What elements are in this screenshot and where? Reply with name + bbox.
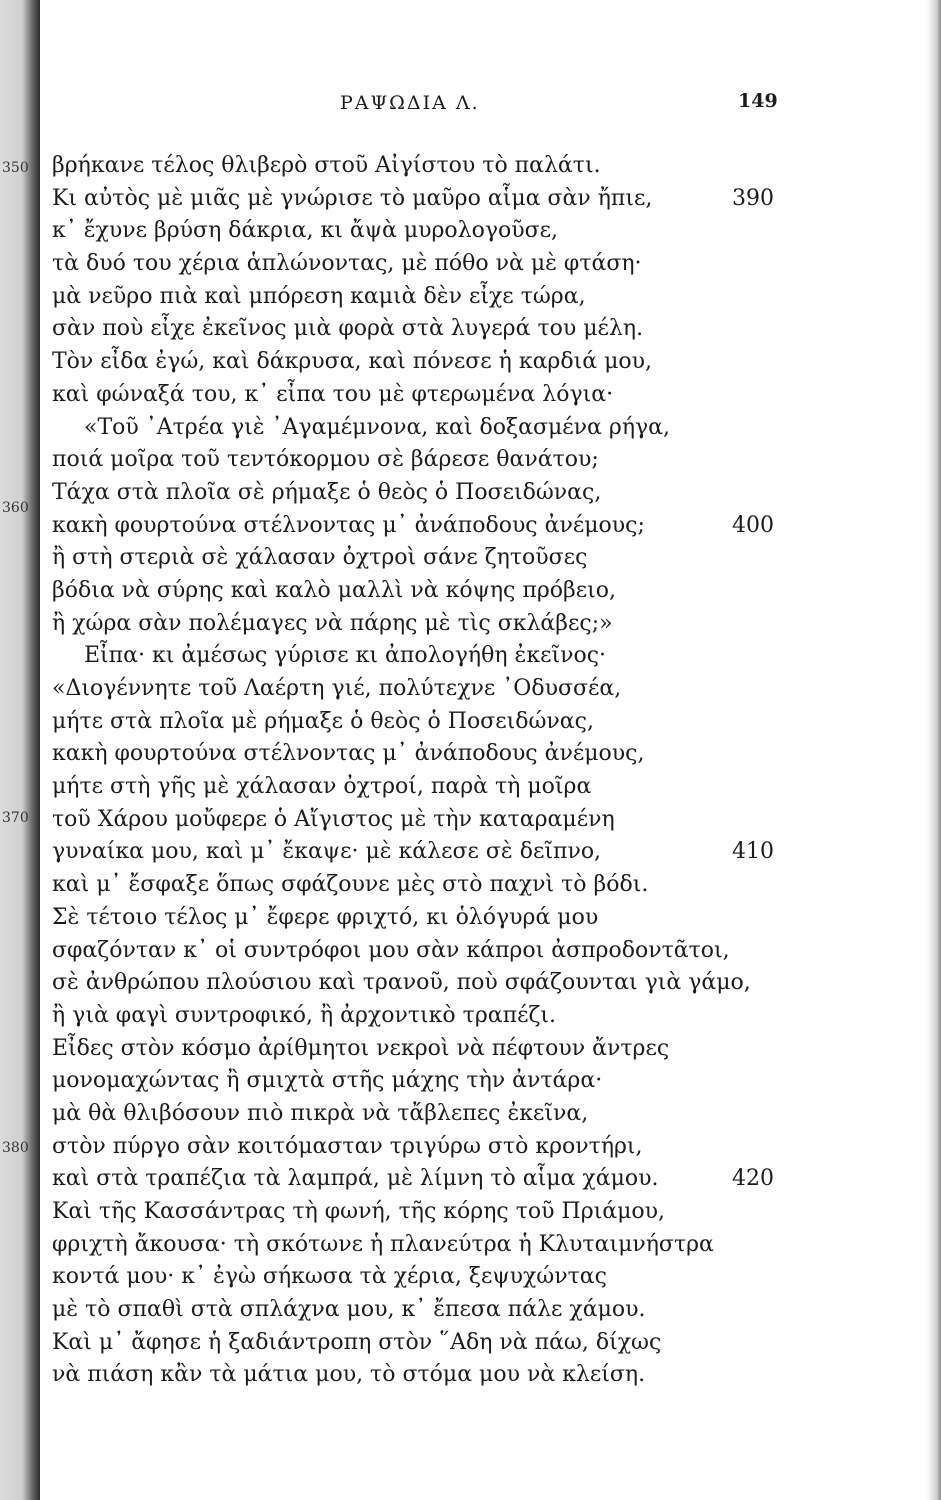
verse-text: Εἶπα· κι ἀμέσως γύρισε κι ἀπολογήθη ἐκεῖνος· (84, 643, 607, 669)
verse-text: «Τοῦ ᾽Ατρέα γιὲ ᾽Αγαμέμνονα, καὶ δοξασμένα ρήγα, (84, 414, 671, 440)
verse-line (52, 1065, 842, 1098)
verse-line (52, 1327, 842, 1360)
verse-text: μήτε στὴ γῆς μὲ χάλασαν ὀχτροί, παρὰ τὴ μοῖρα (52, 774, 592, 800)
verse-text: μὰ θὰ θλιβόσουν πιὸ πικρὰ νὰ τἄβλεπες ἐκεῖνα, (52, 1100, 589, 1126)
verse-text: σὲ ἀνθρώπου πλούσιου καὶ τρανοῦ, ποὺ σφάζουνται γιὰ γάμο, (52, 970, 751, 996)
margin-mark-350: 350 (2, 160, 29, 176)
verse-text: μήτε στὰ πλοῖα μὲ ρήμαξε ὁ θεὸς ὁ Ποσειδώνας, (52, 708, 594, 734)
verse-line (52, 346, 842, 379)
verse-line (52, 608, 842, 641)
verse-text: ἢ χώρα σὰν πολέμαγες νὰ πάρης μὲ τὶς σκλάβες;» (52, 610, 613, 636)
verse-block (52, 150, 842, 1392)
verse-text: σφαζόνταν κ᾽ οἱ συντρόφοι μου σὰν κάπροι ἀσπροδοντᾶτοι, (52, 937, 730, 963)
verse-text: σὰν ποὺ εἶχε ἐκεῖνος μιὰ φορὰ στὰ λυγερά του μέλη. (52, 316, 644, 342)
verse-line (52, 575, 842, 608)
verse-line (52, 1033, 842, 1066)
verse-line (52, 902, 842, 935)
verse-text: βόδια νὰ σύρης καὶ καλὸ μαλλὶ νὰ κόψης πρόβειο, (52, 577, 616, 603)
verse-text: γυναίκα μου, καὶ μ᾽ ἔκαψε· μὲ κάλεσε σὲ δεῖπνο, (52, 839, 602, 865)
rhapsody-title: ΡΑΨΩΔΙΑ Λ. (340, 92, 480, 114)
verse-line (52, 183, 842, 216)
verse-line (52, 1098, 842, 1131)
verse-line (52, 542, 842, 575)
verse-line (52, 1163, 842, 1196)
verse-text: φριχτὴ ἄκουσα· τὴ σκότωνε ἡ πλανεύτρα ἡ Κλυταιμνήστρα (52, 1231, 714, 1257)
verse-line (52, 1196, 842, 1229)
line-number: 390 (732, 185, 774, 211)
verse-line (52, 1131, 842, 1164)
page-edge-shadow (927, 0, 941, 1500)
verse-text: βρήκανε τέλος θλιβερὸ στοῦ Αἰγίστου τὸ παλάτι. (52, 153, 601, 178)
verse-line (52, 738, 842, 771)
verse-line (52, 967, 842, 1000)
binding-edge (0, 0, 40, 1500)
margin-mark-360: 360 (2, 500, 29, 516)
verse-line (52, 673, 842, 706)
verse-line (52, 444, 842, 477)
margin-mark-370: 370 (2, 810, 29, 826)
verse-line (52, 706, 842, 739)
verse-text: ἢ γιὰ φαγὶ συντροφικό, ἢ ἀρχοντικὸ τραπέζι. (52, 1002, 557, 1028)
verse-line (52, 248, 842, 281)
line-number: 410 (732, 839, 774, 865)
verse-text: μονομαχώντας ἢ σμιχτὰ στῆς μάχης τὴν ἀντάρα· (52, 1068, 603, 1094)
verse-line (52, 150, 842, 183)
verse-text: Καὶ μ᾽ ἄφησε ἡ ξαδιάντροπη στὸν ῞Αδη νὰ πάω, δίχως (52, 1329, 662, 1355)
verse-text: Καὶ τῆς Κασσάντρας τὴ φωνή, τῆς κόρης τοῦ Πριάμου, (52, 1199, 666, 1224)
page-number: 149 (738, 90, 778, 112)
verse-line (52, 836, 842, 869)
verse-text: «Διογέννητε τοῦ Λαέρτη γιέ, πολύτεχνε ᾽Οδυσσέα, (52, 676, 622, 701)
verse-text: Τὸν εἶδα ἐγώ, καὶ δάκρυσα, καὶ πόνεσε ἡ καρδιά μου, (52, 349, 652, 375)
verse-line (52, 1359, 842, 1392)
verse-text: καὶ μ᾽ ἔσφαξε ὅπως σφάζουνε μὲς στὸ παχνὶ τὸ βόδι. (52, 872, 649, 898)
verse-text: κ᾽ ἔχυνε βρύση δάκρια, κι ἄψὰ μυρολογοῦσε, (52, 218, 559, 244)
verse-text: κακὴ φουρτούνα στέλνοντας μ᾽ ἀνάποδους ἀνέμους, (52, 741, 645, 767)
verse-line (52, 477, 842, 510)
line-number: 420 (732, 1166, 774, 1192)
page-header (0, 86, 941, 116)
verse-line (52, 412, 842, 445)
verse-line (52, 281, 842, 314)
line-number: 400 (732, 512, 774, 538)
verse-text: τὰ δυό του χέρια ἁπλώνοντας, μὲ πόθο νὰ μὲ φτάση· (52, 251, 642, 277)
verse-text: ἢ στὴ στεριὰ σὲ χάλασαν ὀχτροὶ σάνε ζητοῦσες (52, 545, 588, 571)
verse-text: κακὴ φουρτούνα στέλνοντας μ᾽ ἀνάποδους ἀνέμους; (52, 512, 645, 538)
verse-line (52, 215, 842, 248)
verse-line (52, 640, 842, 673)
verse-text: καὶ στὰ τραπέζια τὰ λαμπρά, μὲ λίμνη τὸ αἷμα χάμου. (52, 1166, 659, 1192)
verse-text: μὰ νεῦρο πιὰ καὶ μπόρεση καμιὰ δὲν εἶχε τώρα, (52, 283, 586, 309)
verse-text: τοῦ Χάρου μοὔφερε ὁ Αἴγιστος μὲ τὴν καταραμένη (52, 806, 615, 832)
verse-text: μὲ τὸ σπαθὶ στὰ σπλάχνα μου, κ᾽ ἔπεσα πάλε χάμου. (52, 1297, 646, 1323)
verse-line (52, 1000, 842, 1033)
verse-text: νὰ πιάση κἂν τὰ μάτια μου, τὸ στόμα μου νὰ κλείση. (52, 1362, 646, 1388)
verse-text: Κι αὐτὸς μὲ μιᾶς μὲ γνώρισε τὸ μαῦρο αἷμα σὰν ἤπιε, (52, 185, 653, 211)
verse-line (52, 804, 842, 837)
verse-line (52, 1261, 842, 1294)
verse-text: ποιά μοῖρα τοῦ τεντόκορμου σὲ βάρεσε θανάτου; (52, 447, 599, 473)
verse-text: κοντά μου· κ᾽ ἐγὼ σήκωσα τὰ χέρια, ξεψυχώντας (52, 1264, 607, 1290)
verse-text: Εἶδες στὸν κόσμο ἀρίθμητοι νεκροὶ νὰ πέφτουν ἄντρες (52, 1035, 670, 1061)
margin-mark-380: 380 (2, 1140, 29, 1156)
verse-text: στὸν πύργο σὰν κοιτόμασταν τριγύρω στὸ κροντήρι, (52, 1133, 643, 1159)
verse-text: Τάχα στὰ πλοῖα σὲ ρήμαξε ὁ θεὸς ὁ Ποσειδώνας, (52, 479, 602, 505)
verse-line (52, 869, 842, 902)
verse-line (52, 510, 842, 543)
verse-text: Σὲ τέτοιο τέλος μ᾽ ἔφερε φριχτό, κι ὁλόγυρά μου (52, 904, 599, 930)
verse-line (52, 379, 842, 412)
verse-line (52, 935, 842, 968)
verse-text: καὶ φώναξά του, κ᾽ εἶπα του μὲ φτερωμένα λόγια· (52, 381, 614, 407)
verse-line (52, 313, 842, 346)
verse-line (52, 771, 842, 804)
verse-line (52, 1229, 842, 1262)
verse-line (52, 1294, 842, 1327)
